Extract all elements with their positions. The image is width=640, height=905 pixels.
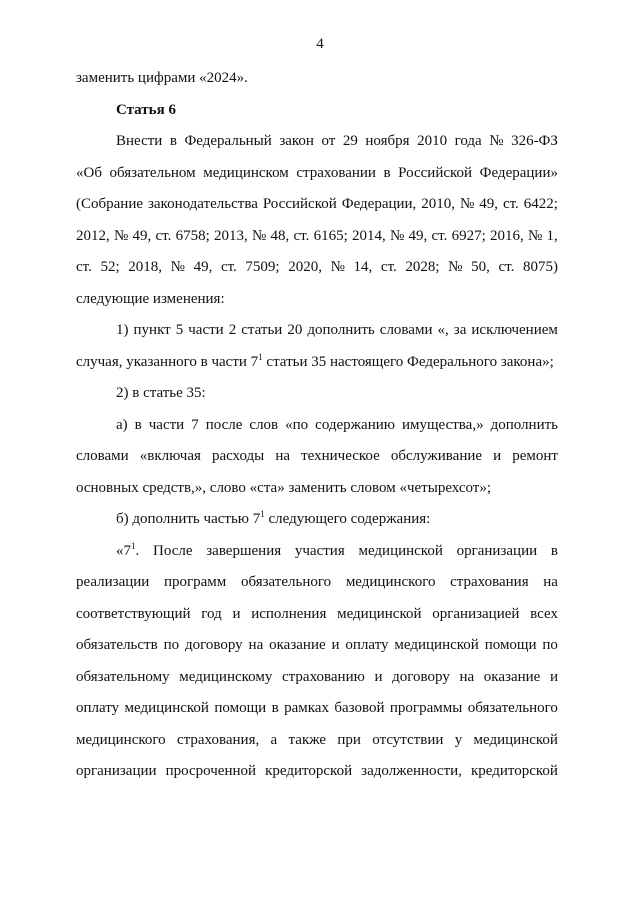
word: 2 <box>228 322 237 338</box>
word: части <box>148 416 185 433</box>
word: медицинской <box>473 731 558 748</box>
word: в <box>134 416 142 433</box>
word: по <box>163 637 180 653</box>
word: договору <box>392 668 450 685</box>
word: 7 <box>191 416 199 433</box>
word: обязательному <box>76 668 170 685</box>
word: 2020, <box>288 259 322 275</box>
word: и <box>374 668 383 685</box>
word: обязательств <box>76 637 158 653</box>
word: № <box>448 259 463 275</box>
word: 2028; <box>405 259 440 275</box>
word: 6927; <box>451 227 486 244</box>
word: исполнения <box>251 605 327 622</box>
word: медицинского <box>76 731 166 748</box>
text-line <box>76 226 558 258</box>
word: и <box>331 637 340 653</box>
word: ст. <box>293 227 310 244</box>
word: в <box>271 700 279 716</box>
word: имущества,» <box>401 416 484 433</box>
word: части <box>188 322 224 338</box>
text-fragment: б) дополнить частью 7 <box>116 511 261 527</box>
text-line <box>76 635 558 667</box>
word: оплату <box>76 700 120 716</box>
word: 2014, <box>352 227 386 244</box>
text-line: основных средств,», слово «ста» заменить словом «четырехсот»; <box>76 479 492 496</box>
word: слов <box>249 416 279 433</box>
word: законодательства <box>147 196 258 212</box>
word: ст. <box>502 196 519 212</box>
word: дополнить <box>307 322 375 338</box>
new-part-text <box>76 541 558 793</box>
text-line <box>76 163 558 195</box>
word: страхования, <box>176 731 260 748</box>
word: № <box>330 259 345 275</box>
word: оказание <box>269 637 326 653</box>
word: 2012, <box>76 227 110 244</box>
text-line <box>76 604 558 636</box>
word: от <box>321 133 336 149</box>
word: ремонт <box>512 448 558 464</box>
word: оказание <box>483 668 541 685</box>
word: расходы <box>211 448 265 464</box>
text-fragment: статьи 35 настоящего Федерального закона»; <box>262 353 554 370</box>
word: программ <box>163 574 227 590</box>
word: помощи <box>484 637 537 653</box>
text-line <box>76 761 558 793</box>
word: Федерации» <box>479 164 558 181</box>
word: а) <box>116 416 128 433</box>
text-line <box>76 541 558 573</box>
word: Российской <box>398 164 473 181</box>
word: медицинской <box>124 700 209 716</box>
text-fragment: следующего содержания: <box>264 511 431 527</box>
word: 49, <box>132 227 152 244</box>
word: у <box>454 731 463 748</box>
word: № <box>113 227 129 244</box>
word: кредиторской <box>470 763 558 779</box>
word: кредиторской <box>265 763 353 779</box>
item-2b <box>76 509 558 541</box>
word: страхования <box>450 574 529 590</box>
article-heading: Статья 6 <box>116 101 176 118</box>
word: года <box>454 133 482 149</box>
word: оплату <box>345 637 389 653</box>
word: № <box>459 196 475 212</box>
word: страховании <box>296 164 376 181</box>
word: 2018, <box>128 259 163 275</box>
word: отсутствии <box>372 731 444 748</box>
text-line <box>76 446 558 478</box>
word: 2013, <box>214 227 248 244</box>
word: в <box>383 164 391 181</box>
word: организации <box>456 542 538 559</box>
word: после <box>205 416 243 433</box>
text-line <box>76 131 558 163</box>
word: участия <box>294 542 345 559</box>
word: 6422; <box>523 196 558 212</box>
word: 2016, <box>490 227 524 244</box>
item-2: 2) в статье 35: <box>116 385 206 401</box>
word: «включая <box>139 448 201 464</box>
superscript: 1 <box>131 540 136 551</box>
word: медицинской <box>394 637 479 653</box>
word: пункт <box>133 322 171 338</box>
word: 5 <box>175 322 184 338</box>
word: организацией <box>432 605 520 622</box>
word: ст. <box>220 259 237 275</box>
word: ст. <box>76 259 92 275</box>
word: Федерации, <box>341 196 417 212</box>
word: № <box>170 259 185 275</box>
word: словами <box>379 322 433 338</box>
word: и <box>549 668 558 685</box>
continuation-line: заменить цифрами «2024». <box>76 70 248 86</box>
superscript: 1 <box>260 509 265 519</box>
item-1 <box>76 320 558 383</box>
word: № <box>527 227 543 244</box>
word: Внести <box>116 133 163 149</box>
word: просроченной <box>165 763 257 779</box>
word: (Собрание <box>76 196 144 212</box>
word: медицинской <box>337 605 422 622</box>
word: обязательного <box>240 574 332 590</box>
word: на <box>248 637 264 653</box>
word: медицинской <box>358 542 443 559</box>
text-line: следующие изменения: <box>76 290 225 307</box>
word: ст. <box>380 259 397 275</box>
word: программы <box>389 700 463 716</box>
word: содержанию <box>315 416 395 433</box>
word: После <box>152 542 193 559</box>
word: задолженности, <box>361 763 462 779</box>
text-fragment: случая, указанного в части 7 <box>76 353 259 370</box>
word: дополнить <box>490 416 558 433</box>
word: № <box>251 227 267 244</box>
word: также <box>288 731 327 748</box>
word: в <box>550 542 558 559</box>
text-line <box>76 352 558 384</box>
word: № <box>489 133 504 149</box>
word: 2010 <box>417 133 448 149</box>
word: Российской <box>262 196 337 212</box>
text-line <box>76 194 558 226</box>
word: завершения <box>206 542 282 559</box>
word: медицинскому <box>179 668 273 685</box>
word: на <box>543 574 558 590</box>
word: 14, <box>353 259 373 275</box>
text-line <box>76 667 558 699</box>
word: 8075) <box>522 259 558 275</box>
word: 29 <box>342 133 358 149</box>
paragraph-intro <box>76 131 558 320</box>
word: 6758; <box>175 227 210 244</box>
word: на <box>459 668 475 685</box>
word: 49, <box>479 196 498 212</box>
word: организации <box>76 763 157 779</box>
word: год <box>201 605 222 622</box>
word: в <box>169 133 177 149</box>
word: базовой <box>334 700 385 716</box>
word: на <box>275 448 291 464</box>
text-fragment: «7 <box>116 542 131 559</box>
word: обслуживание <box>390 448 483 464</box>
word: за <box>453 322 467 338</box>
word: и <box>232 605 241 622</box>
word: статьи <box>241 322 283 338</box>
word: № <box>389 227 405 244</box>
item-2a <box>76 415 558 510</box>
word: медицинском <box>203 164 289 181</box>
word: 6165; <box>313 227 348 244</box>
word: договору <box>184 637 243 653</box>
word: закон <box>279 133 314 149</box>
word: а <box>270 731 278 748</box>
text-line <box>76 415 558 447</box>
word: 20 <box>287 322 303 338</box>
word: «Об <box>76 164 102 181</box>
page-number: 4 <box>316 36 324 52</box>
word: реализации <box>76 574 150 590</box>
word: обязательного <box>467 700 558 716</box>
word: рамках <box>284 700 329 716</box>
word: «, <box>437 322 449 338</box>
word: ст. <box>498 259 515 275</box>
word: страхованию <box>282 668 365 685</box>
superscript: 1 <box>258 351 263 362</box>
word: техническое <box>301 448 380 464</box>
word: 48, <box>270 227 290 244</box>
text-line <box>76 572 558 604</box>
word: и <box>493 448 502 464</box>
document-body <box>76 68 558 793</box>
word: 52; <box>100 259 120 275</box>
text-line <box>76 698 558 730</box>
word: исключением <box>471 322 558 338</box>
word: 7509; <box>245 259 280 275</box>
word: обязательном <box>109 164 196 181</box>
word: ст. <box>155 227 172 244</box>
word: 49, <box>408 227 428 244</box>
word: ноября <box>365 133 410 149</box>
word: Федеральный <box>184 133 272 149</box>
word: словами <box>76 448 129 464</box>
text-line <box>76 320 558 352</box>
word: помощи <box>214 700 267 716</box>
word: всех <box>530 605 558 622</box>
word: 326-ФЗ <box>511 133 558 149</box>
text-line <box>76 257 558 289</box>
word: 1) <box>116 322 129 338</box>
word: медицинского <box>345 574 436 590</box>
word: «по <box>285 416 309 433</box>
word: соответствующий <box>76 605 191 622</box>
word: 1, <box>546 227 558 244</box>
text-line <box>76 730 558 762</box>
word: 50, <box>471 259 490 275</box>
word: 2010, <box>421 196 456 212</box>
text-fragment: «$7^1$. <box>116 540 140 559</box>
word: по <box>542 637 558 653</box>
word: ст. <box>431 227 448 244</box>
word: 49, <box>193 259 213 275</box>
word: при <box>337 731 361 748</box>
